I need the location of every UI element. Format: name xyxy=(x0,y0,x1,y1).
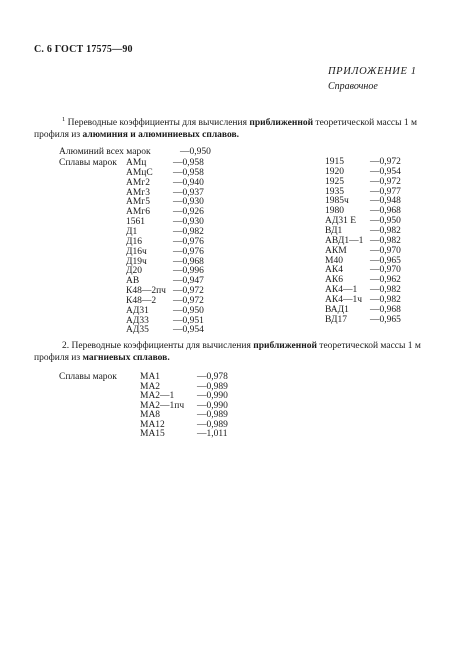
grade-label: МА2 xyxy=(140,381,161,392)
coefficient-value: —0,990 xyxy=(197,400,228,411)
coefficient-value: —0,930 xyxy=(173,217,204,228)
coefficient-value: —0,989 xyxy=(197,410,228,420)
grade-label: ВД1 xyxy=(325,225,343,236)
grade-label: Д16ч xyxy=(126,246,147,257)
coefficient-value: —0,976 xyxy=(173,246,204,257)
coefficient-value: —0,948 xyxy=(370,196,401,207)
grade-label: К48—2пч xyxy=(126,286,166,297)
coefficient-value: —0,950 xyxy=(173,305,204,316)
appendix-title: ПРИЛОЖЕНИЕ 1 xyxy=(328,66,417,77)
coefficient-value: —0,937 xyxy=(173,187,204,198)
grade-label: Д19ч xyxy=(126,256,147,267)
grade-label: АД35 xyxy=(126,325,149,336)
coefficient-value: —0,958 xyxy=(173,158,204,168)
coefficient-value: —0,970 xyxy=(370,265,401,276)
grade-label: 1561 xyxy=(126,217,145,228)
grade-label: АК4—1ч xyxy=(325,294,362,305)
grade-label: АД31 Е xyxy=(325,216,357,227)
grade-label: 1915 xyxy=(325,157,344,167)
grade-label: АК4—1 xyxy=(325,285,358,296)
coefficient-value: —1,011 xyxy=(197,429,228,439)
coefficient-value: —0,996 xyxy=(173,266,204,277)
coefficient-value: —0,947 xyxy=(173,276,204,287)
grade-label: АВ xyxy=(126,276,140,287)
grade-label: МА1 xyxy=(140,372,161,382)
grade-label: АМг6 xyxy=(126,207,150,218)
coefficient-value: —0,970 xyxy=(370,245,401,256)
grade-label: АД31 xyxy=(126,305,149,316)
coefficient-value: —0,930 xyxy=(173,197,204,208)
grade-label: 1980 xyxy=(325,206,344,217)
page-header: С. 6 ГОСТ 17575—90 xyxy=(34,44,133,55)
coefficient-value: —0,950 xyxy=(370,216,401,227)
coefficient-value: —0,977 xyxy=(370,186,401,197)
grade-label: 1920 xyxy=(325,166,344,177)
coefficient-value: —0,962 xyxy=(370,275,401,286)
grade-label: МА2—1 xyxy=(140,391,175,401)
coefficient-value: —0,954 xyxy=(370,166,401,177)
coefficient-value: —0,958 xyxy=(173,167,204,178)
grade-label: 1985ч xyxy=(325,196,349,207)
coefficient-value: —0,965 xyxy=(370,255,401,266)
grade-label: АК6 xyxy=(325,275,343,286)
note-1-paragraph: $^1$ Переводные коэффициенты для вычисления приближенной теоретической массы 1 м профиля из алюминия и алюминиевых сплавов. xyxy=(34,116,418,141)
coefficient-value: —0,982 xyxy=(370,294,401,305)
coefficient-value: —0,940 xyxy=(173,177,204,188)
grade-label: ВАД1 xyxy=(325,304,349,315)
all-grades-value: —0,950 xyxy=(180,147,211,157)
coefficient-value: —0,972 xyxy=(173,295,204,306)
coefficient-value: —0,989 xyxy=(197,381,228,392)
coefficient-value: —0,972 xyxy=(370,176,401,187)
grade-label: МА2—1пч xyxy=(140,400,185,411)
coefficient-value: —0,972 xyxy=(370,157,401,167)
grade-label: 1935 xyxy=(325,186,344,197)
alloys-label: Сплавы марок xyxy=(59,158,117,168)
coefficient-value: —0,968 xyxy=(370,206,401,217)
grade-label: МА8 xyxy=(140,410,161,420)
coefficient-value: —0,968 xyxy=(173,256,204,267)
footnote-marker: 1 xyxy=(62,116,66,123)
grade-label: АВД1—1 xyxy=(325,235,364,246)
grade-label: АМцС xyxy=(126,167,153,178)
grade-label: М40 xyxy=(325,255,343,266)
coefficient-value: —0,951 xyxy=(173,315,204,326)
grade-label: АК4 xyxy=(325,265,343,276)
grade-label: АКМ xyxy=(325,245,347,256)
grade-label: АМг5 xyxy=(126,197,150,208)
grade-label: ВД17 xyxy=(325,314,347,325)
grade-label: АМг3 xyxy=(126,187,150,198)
grade-label: Д20 xyxy=(126,266,142,277)
appendix-subtitle: Справочное xyxy=(328,81,378,92)
coefficient-value: —0,982 xyxy=(370,225,401,236)
grade-label: АМц xyxy=(126,158,147,168)
coefficient-value: —0,989 xyxy=(197,419,228,430)
coefficient-value: —0,965 xyxy=(370,314,401,325)
all-grades-label: Алюминий всех марок xyxy=(59,147,151,157)
coefficient-value: —0,972 xyxy=(173,286,204,297)
coefficient-value: —0,990 xyxy=(197,391,228,401)
coefficient-value: —0,968 xyxy=(370,304,401,315)
coefficient-value: —0,982 xyxy=(173,226,204,237)
coefficient-value: —0,982 xyxy=(370,235,401,246)
coefficient-value: —0,926 xyxy=(173,207,204,218)
grade-label: АД33 xyxy=(126,315,149,326)
note-2-paragraph: 2. Переводные коэффициенты для вычисления приближенной теоретической массы 1 м профиля из магниевых сплавов. xyxy=(34,341,421,363)
coefficient-value: —0,978 xyxy=(197,372,228,382)
mg-alloys-label: Сплавы марок xyxy=(59,372,117,382)
grade-label: МА12 xyxy=(140,419,165,430)
grade-label: МА15 xyxy=(140,429,165,439)
grade-label: АМг2 xyxy=(126,177,150,188)
grade-label: 1925 xyxy=(325,176,344,187)
grade-label: Д16 xyxy=(126,236,142,247)
coefficient-value: —0,976 xyxy=(173,236,204,247)
coefficient-value: —0,982 xyxy=(370,285,401,296)
grade-label: К48—2 xyxy=(126,295,157,306)
coefficient-value: —0,954 xyxy=(173,325,204,336)
grade-label: Д1 xyxy=(126,226,138,237)
